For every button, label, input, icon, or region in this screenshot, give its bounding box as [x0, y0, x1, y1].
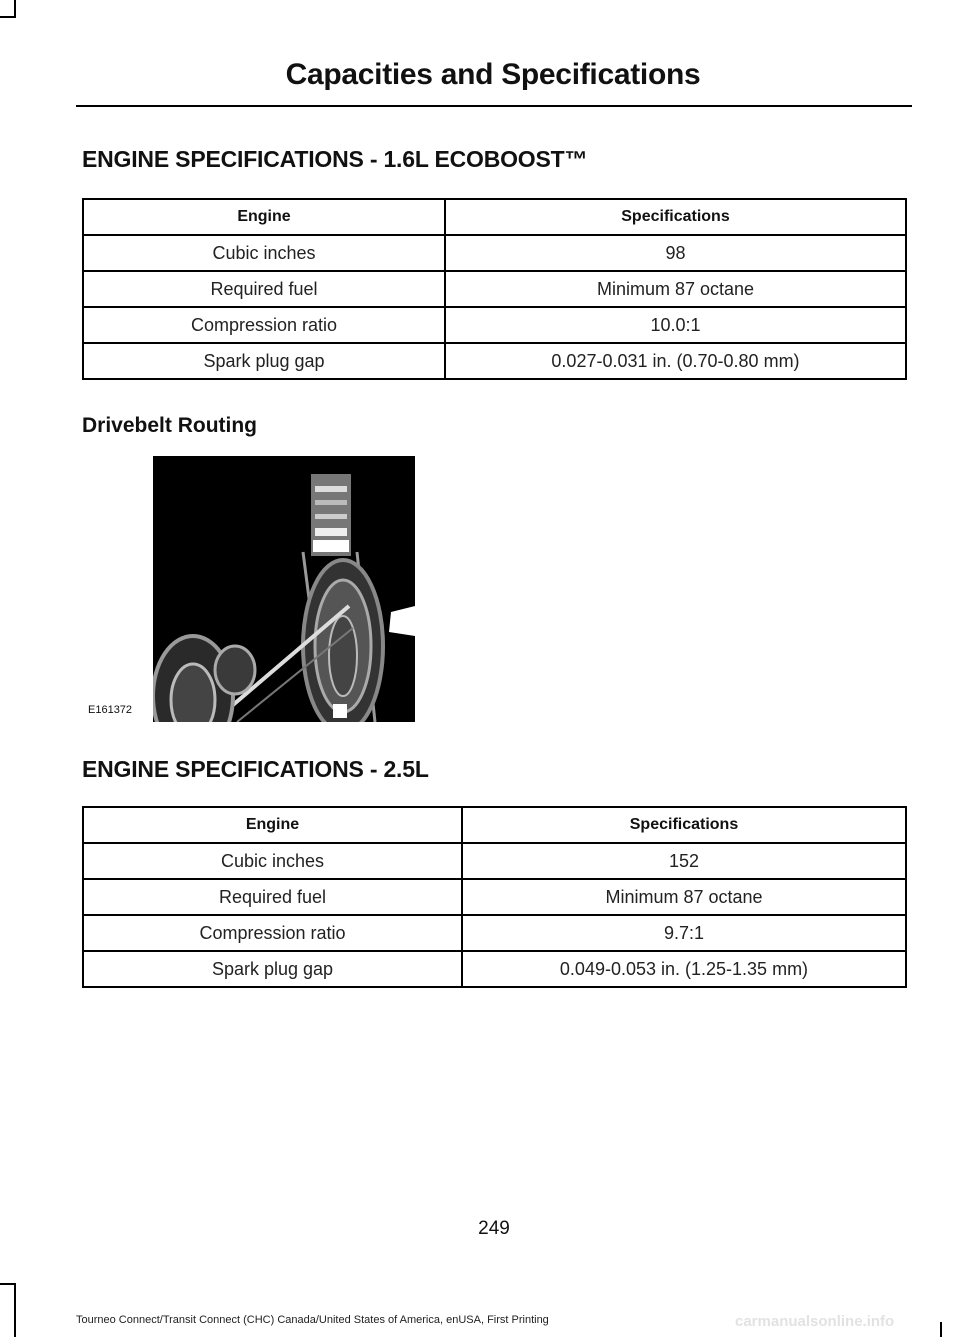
- engine-cell: Compression ratio: [83, 307, 445, 343]
- spec-cell: 9.7:1: [462, 915, 906, 951]
- spec-cell: 0.049-0.053 in. (1.25-1.35 mm): [462, 951, 906, 987]
- column-header-engine: Engine: [83, 807, 462, 843]
- table-header-row: [83, 807, 906, 843]
- section-title-ecoboost: ENGINE SPECIFICATIONS - 1.6L ECOBOOST™: [82, 146, 588, 172]
- crop-mark-top-left-h: [0, 16, 16, 18]
- engine-cell: Required fuel: [83, 879, 462, 915]
- spec-cell: 0.027-0.031 in. (0.70-0.80 mm): [445, 343, 906, 379]
- spec-table-ecoboost: [82, 198, 907, 380]
- engine-cell: Cubic inches: [83, 235, 445, 271]
- header-divider: [76, 105, 912, 107]
- table-row: [83, 915, 906, 951]
- table-row: [83, 235, 906, 271]
- table-header-row: [83, 199, 906, 235]
- section-title-2-5l: ENGINE SPECIFICATIONS - 2.5L: [82, 756, 429, 782]
- table-row: [83, 271, 906, 307]
- engine-cell: Compression ratio: [83, 915, 462, 951]
- upper-pulley-graphic: [311, 474, 351, 556]
- drivebelt-routing-heading: Drivebelt Routing: [82, 414, 258, 437]
- figure-id-label: E161372: [88, 704, 133, 716]
- crop-mark-bottom-right: [940, 1322, 942, 1337]
- table-row: [83, 307, 906, 343]
- spec-cell: Minimum 87 octane: [445, 271, 906, 307]
- watermark-text: carmanualsonline.info: [735, 1313, 895, 1330]
- column-header-specifications: Specifications: [445, 199, 906, 235]
- spec-cell: 98: [445, 235, 906, 271]
- table-row: [83, 843, 906, 879]
- crop-mark-bottom-left-h: [0, 1283, 16, 1285]
- spec-cell: 152: [462, 843, 906, 879]
- page-header-title: Capacities and Specifications: [285, 58, 701, 91]
- crop-mark-bottom-left: [14, 1283, 16, 1337]
- engine-cell: Required fuel: [83, 271, 445, 307]
- engine-cell: Spark plug gap: [83, 343, 445, 379]
- table-row: [83, 879, 906, 915]
- page-number: 249: [478, 1218, 510, 1239]
- spec-cell: Minimum 87 octane: [462, 879, 906, 915]
- engine-cell: Cubic inches: [83, 843, 462, 879]
- engine-cell: Spark plug gap: [83, 951, 462, 987]
- crankshaft-pulley-graphic: [303, 560, 383, 722]
- drivebelt-routing-illustration: [153, 456, 415, 722]
- spec-cell: 10.0:1: [445, 307, 906, 343]
- page-footer: Tourneo Connect/Transit Connect (CHC) Canada/United States of America, enUSA, First Printing: [76, 1314, 549, 1326]
- drivebelt-diagram-graphic: [153, 456, 415, 722]
- table-row: [83, 951, 906, 987]
- table-row: [83, 343, 906, 379]
- column-header-engine: Engine: [83, 199, 445, 235]
- column-header-specifications: Specifications: [462, 807, 906, 843]
- spec-table-2-5l: [82, 806, 907, 988]
